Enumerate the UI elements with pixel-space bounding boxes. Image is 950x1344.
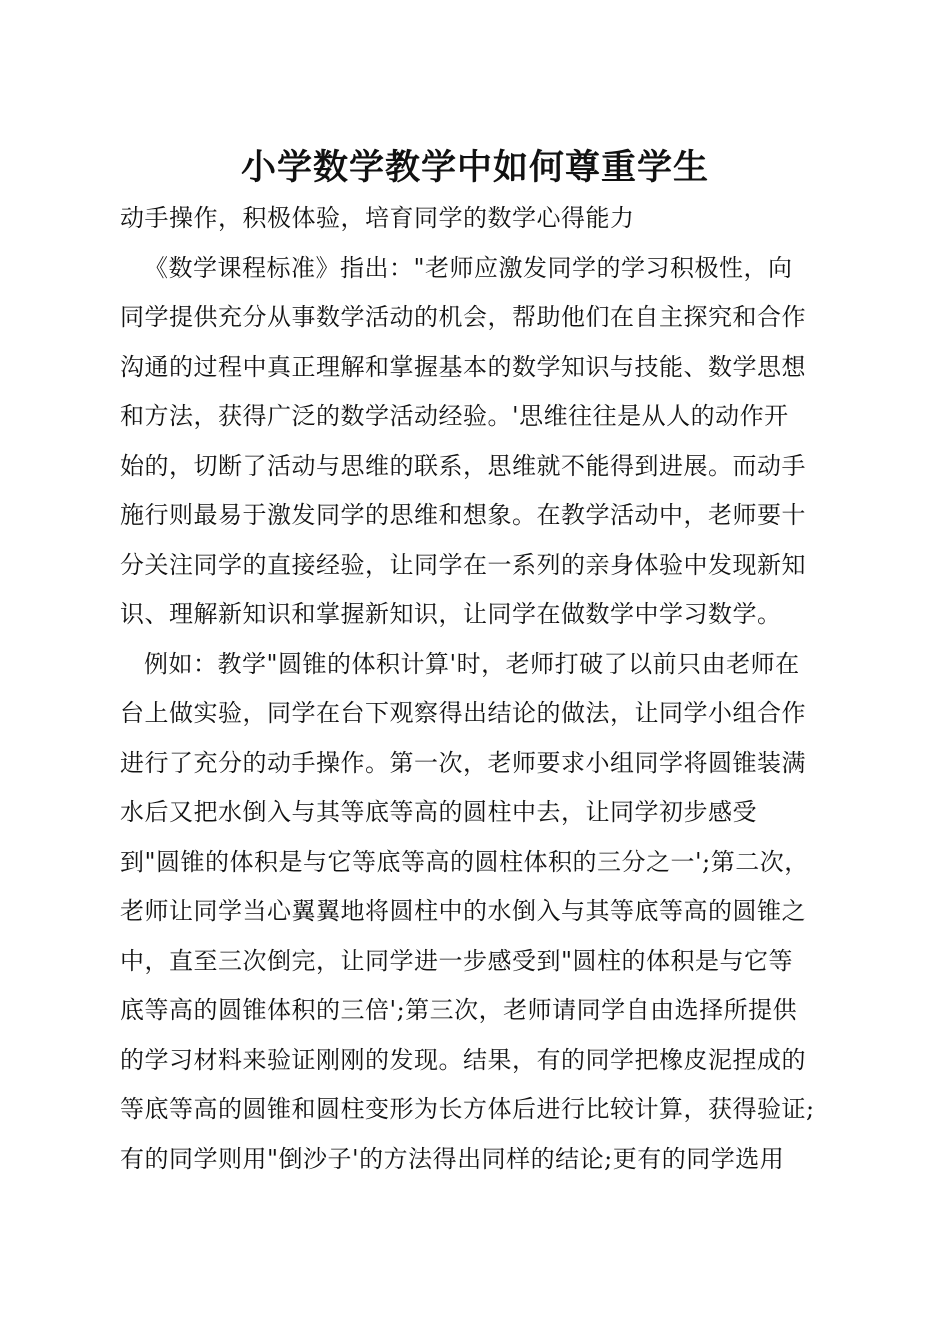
paragraph-line: 分关注同学的直接经验，让同学在一系列的亲身体验中发现新知: [120, 550, 806, 579]
paragraph-line: 例如：教学"圆锥的体积计算'时，老师打破了以前只由老师在: [144, 649, 800, 678]
paragraph-line: 的学习材料来验证刚刚的发现。结果，有的同学把橡皮泥捏成的: [120, 1045, 806, 1074]
document-body: [120, 194, 840, 1184]
paragraph-line: 进行了充分的动手操作。第一次，老师要求小组同学将圆锥装满: [120, 748, 806, 777]
paragraph-line: 同学提供充分从事数学活动的机会，帮助他们在自主探究和合作: [120, 303, 806, 331]
paragraph-line: 动手操作，积极体验，培育同学的数学心得能力: [120, 204, 635, 232]
paragraph-line: 台上做实验，同学在台下观察得出结论的做法，让同学小组合作: [120, 699, 806, 727]
paragraph-line: 老师让同学当心翼翼地将圆柱中的水倒入与其等底等高的圆锥之: [120, 897, 806, 925]
paragraph-line: 始的，切断了活动与思维的联系，思维就不能得到进展。而动手: [120, 451, 806, 480]
document-title: 小学数学教学中如何尊重学生: [240, 147, 709, 188]
paragraph-line: 施行则最易于激发同学的思维和想象。在教学活动中，老师要十: [120, 501, 806, 529]
paragraph-line: 中，直至三次倒完，让同学进一步感受到"圆柱的体积是与它等: [120, 946, 794, 975]
paragraph-line: 识、理解新知识和掌握新知识，让同学在做数学中学习数学。: [120, 600, 782, 628]
paragraph-line: 等底等高的圆锥和圆柱变形为长方体后进行比较计算，获得验证;: [120, 1095, 815, 1123]
paragraph-line: 《数学课程标准》指出："老师应激发同学的学习积极性，向: [144, 253, 793, 282]
paragraph-line: 到"圆锥的体积是与它等底等高的圆柱体积的三分之一';第二次，: [120, 847, 809, 876]
paragraph-line: 和方法，获得广泛的数学活动经验。'思维往往是从人的动作开: [120, 402, 789, 430]
paragraph-line: 底等高的圆锥体积的三倍';第三次，老师请同学自由选择所提供: [120, 996, 798, 1024]
paragraph-line: 水后又把水倒入与其等底等高的圆柱中去，让同学初步感受: [120, 798, 757, 826]
paragraph-line: 沟通的过程中真正理解和掌握基本的数学知识与技能、数学思想: [120, 352, 806, 381]
paragraph-line: 有的同学则用"倒沙子'的方法得出同样的结论;更有的同学选用: [120, 1144, 785, 1173]
